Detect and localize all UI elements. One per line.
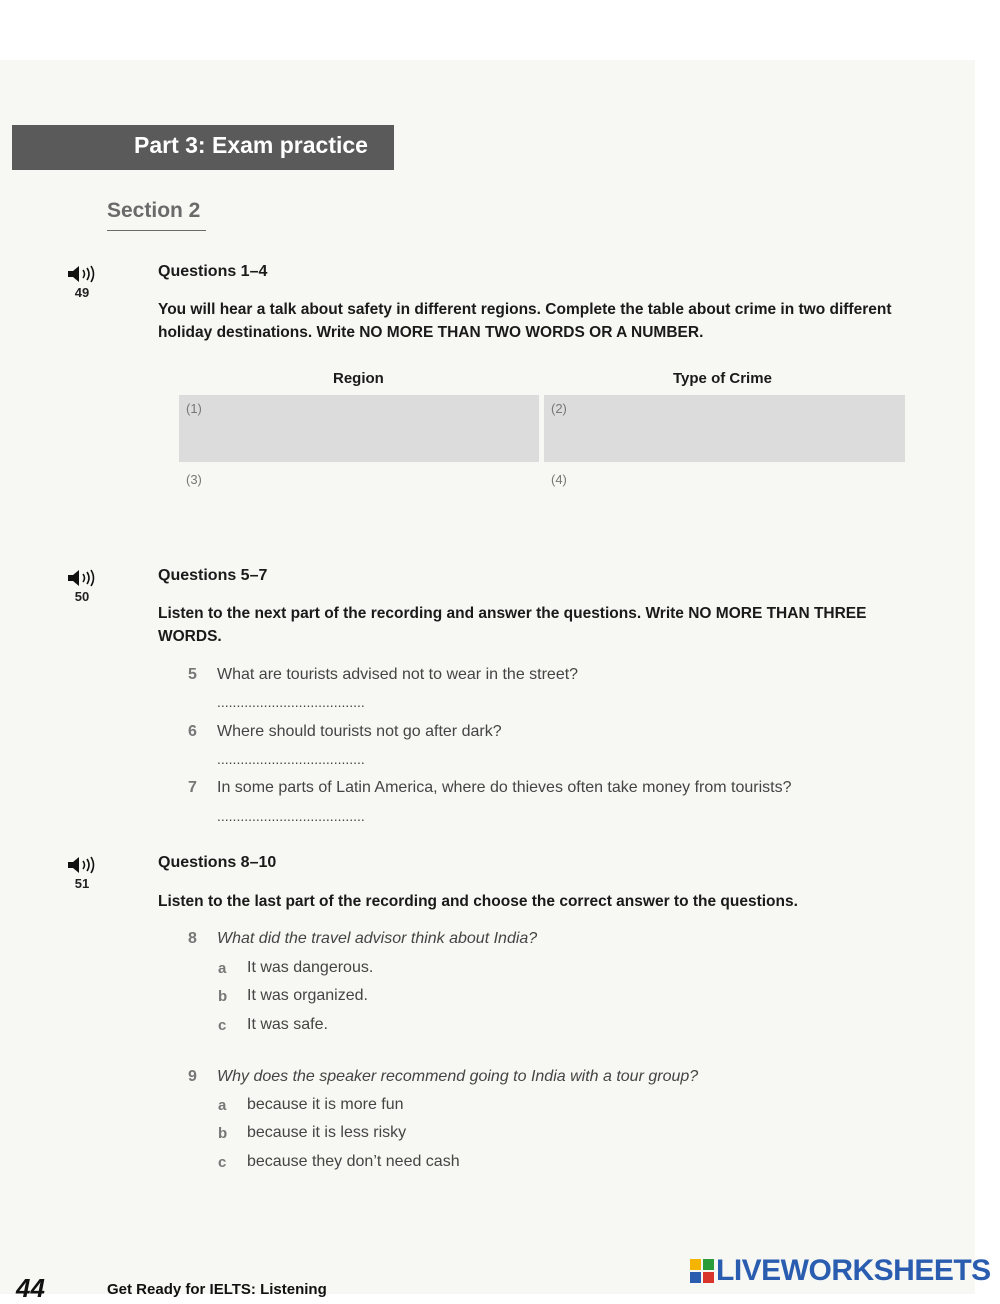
part-banner bbox=[12, 125, 394, 170]
answer-cell-3[interactable] bbox=[179, 466, 539, 516]
answer-blank-5[interactable]: ...................................... bbox=[217, 694, 365, 710]
audio-track-51[interactable] bbox=[62, 854, 102, 891]
speaker-icon bbox=[65, 854, 99, 876]
question-text: What are tourists advised not to wear in the street? bbox=[217, 666, 579, 683]
book-title: Get Ready for IELTS: Listening bbox=[107, 1281, 327, 1298]
instructions: You will hear a talk about safety in different regions. Complete the table about crime in two different holiday destinations. Write NO MORE THAN TWO WORDS OR A NUMBER. bbox=[158, 301, 892, 341]
question-number: 7 bbox=[188, 779, 197, 796]
section-title: Section 2 bbox=[107, 199, 201, 222]
option-letter: c bbox=[218, 1017, 227, 1034]
speaker-icon bbox=[65, 567, 99, 589]
cell-label: (1) bbox=[186, 401, 202, 416]
question-number: 5 bbox=[188, 666, 197, 683]
questions-heading: Questions 8–10 bbox=[158, 854, 277, 871]
page-number: 44 bbox=[16, 1273, 45, 1303]
liveworksheets-logo-icon bbox=[690, 1259, 714, 1283]
liveworksheets-watermark[interactable]: LIVEWORKSHEETS bbox=[716, 1254, 991, 1287]
option-8c[interactable]: It was safe. bbox=[247, 1016, 328, 1033]
questions-heading: Questions 5–7 bbox=[158, 567, 268, 584]
table-header-region: Region bbox=[333, 370, 384, 387]
question-text: What did the travel advisor think about India? bbox=[217, 930, 538, 947]
track-number: 49 bbox=[74, 285, 90, 300]
table-header-type-of-crime: Type of Crime bbox=[673, 370, 772, 387]
question-number: 9 bbox=[188, 1068, 197, 1085]
question-number: 8 bbox=[188, 930, 197, 947]
cell-label: (4) bbox=[551, 472, 567, 487]
part-title: Part 3: Exam practice bbox=[134, 132, 368, 158]
answer-cell-1[interactable] bbox=[179, 395, 539, 462]
answer-cell-4[interactable] bbox=[544, 466, 905, 516]
track-number: 50 bbox=[74, 589, 90, 604]
answer-cell-2[interactable] bbox=[544, 395, 905, 462]
question-number: 6 bbox=[188, 723, 197, 740]
option-9c[interactable]: because they don’t need cash bbox=[247, 1153, 460, 1170]
answer-blank-7[interactable]: ...................................... bbox=[217, 808, 365, 824]
question-text: Why does the speaker recommend going to India with a tour group? bbox=[217, 1068, 699, 1085]
option-letter: b bbox=[218, 1125, 228, 1142]
questions-heading: Questions 1–4 bbox=[158, 263, 268, 280]
audio-track-49[interactable] bbox=[62, 263, 102, 300]
option-9b[interactable]: because it is less risky bbox=[247, 1124, 407, 1141]
option-9a[interactable]: because it is more fun bbox=[247, 1096, 404, 1113]
option-letter: a bbox=[218, 1097, 227, 1114]
cell-label: (2) bbox=[551, 401, 567, 416]
answer-blank-6[interactable]: ...................................... bbox=[217, 751, 365, 767]
instructions: Listen to the last part of the recording and choose the correct answer to the questions. bbox=[158, 893, 798, 910]
cell-label: (3) bbox=[186, 472, 202, 487]
instructions: Listen to the next part of the recording and answer the questions. Write NO MORE THAN THREE WORDS. bbox=[158, 605, 867, 645]
option-8a[interactable]: It was dangerous. bbox=[247, 959, 374, 976]
option-letter: a bbox=[218, 960, 227, 977]
question-text: In some parts of Latin America, where do thieves often take money from tourists? bbox=[217, 779, 792, 796]
option-letter: b bbox=[218, 988, 228, 1005]
audio-track-50[interactable] bbox=[62, 567, 102, 604]
option-8b[interactable]: It was organized. bbox=[247, 987, 368, 1004]
option-letter: c bbox=[218, 1154, 227, 1171]
speaker-icon bbox=[65, 263, 99, 285]
question-text: Where should tourists not go after dark? bbox=[217, 723, 502, 740]
track-number: 51 bbox=[74, 876, 90, 891]
section-underline bbox=[107, 230, 206, 231]
